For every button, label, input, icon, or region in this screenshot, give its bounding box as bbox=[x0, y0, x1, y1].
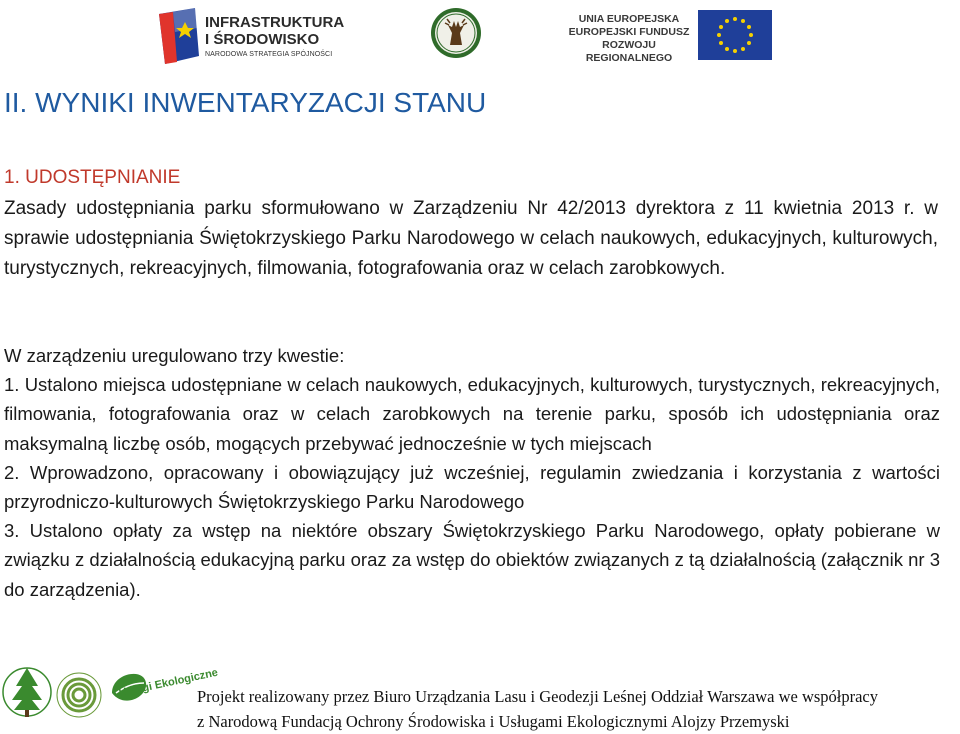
intro-paragraph: Zasady udostępniania parku sformułowano w Zarządzeniu Nr 42/2013 dyrektora z 11 kwietnia 2013 r. w sprawie udostępniania Świętokrzyskiego Parku Narodowego w celach naukowych, edukacyjnych, kulturowych, turystycznych, rekreacyjnych, filmowania, fotografowania oraz w celach zarobkowych. bbox=[4, 198, 938, 279]
forest-tree-logo bbox=[2, 662, 52, 722]
footer-text bbox=[197, 684, 878, 734]
eu-text: UNIA EUROPEJSKA EUROPEJSKI FUNDUSZ ROZWOJU REGIONALNEGO bbox=[568, 13, 690, 64]
infra-title: INFRASTRUKTURA I ŚRODOWISKO bbox=[205, 14, 345, 48]
nss-flag-icon bbox=[155, 8, 201, 66]
issues-block bbox=[4, 341, 940, 604]
infrastruktura-srodowisko-logo bbox=[155, 8, 345, 66]
uslugi-label: Usługi Ekologiczne bbox=[117, 666, 220, 700]
uslugi-ekologiczne-logo bbox=[104, 663, 220, 723]
issue-item-2: 2. Wprowadzono, opracowany i obowiązujący już wcześniej, regulamin zwiedzania i korzystania z wartości przyrodniczo-kulturowych Świętokrzyskiego Parku Narodowego bbox=[4, 461, 940, 513]
issue-item-1: 1. Ustalono miejsca udostępniane w celach naukowych, edukacyjnych, kulturowych, turystycznych, rekreacyjnych, filmowania, fotografowania oraz w celach zarobkowych na terenie parku, sposób ich udostępniania oraz maksymalną liczbę osób, mogących przebywać jednocześnie w tych miejscach bbox=[4, 374, 940, 454]
footer-line-2: z Narodową Fundacją Ochrony Środowiska i Usługami Ekologicznymi Alojzy Przemyski bbox=[197, 712, 790, 731]
issue-item-3: 3. Ustalono opłaty za wstęp na niektóre obszary Świętokrzyskiego Parku Narodowego, opłaty pobierane w związku z działalnością edukacyjną parku oraz za wstęp do obiektów związanych z tą działalnością (załącznik nr 3 do zarządzenia). bbox=[4, 520, 940, 600]
tree-icon bbox=[2, 662, 52, 722]
section-title: 1. UDOSTĘPNIANIE bbox=[4, 167, 181, 188]
page-heading: II. WYNIKI INWENTARYZACJI STANU bbox=[4, 87, 487, 118]
footer-line-1: Projekt realizowany przez Biuro Urządzania Lasu i Geodezji Leśnej Oddział Warszawa we współpracy bbox=[197, 687, 879, 706]
nfos-foundation-logo bbox=[54, 665, 104, 723]
fingerprint-icon bbox=[54, 665, 104, 723]
park-emblem-logo bbox=[430, 5, 482, 61]
deer-emblem-icon bbox=[430, 5, 482, 61]
eu-flag-icon bbox=[698, 10, 772, 60]
issues-intro: W zarządzeniu uregulowano trzy kwestie: bbox=[4, 345, 345, 366]
eu-logo bbox=[568, 10, 772, 64]
infra-subtitle: NARODOWA STRATEGIA SPÓJNOŚCI bbox=[205, 51, 333, 58]
